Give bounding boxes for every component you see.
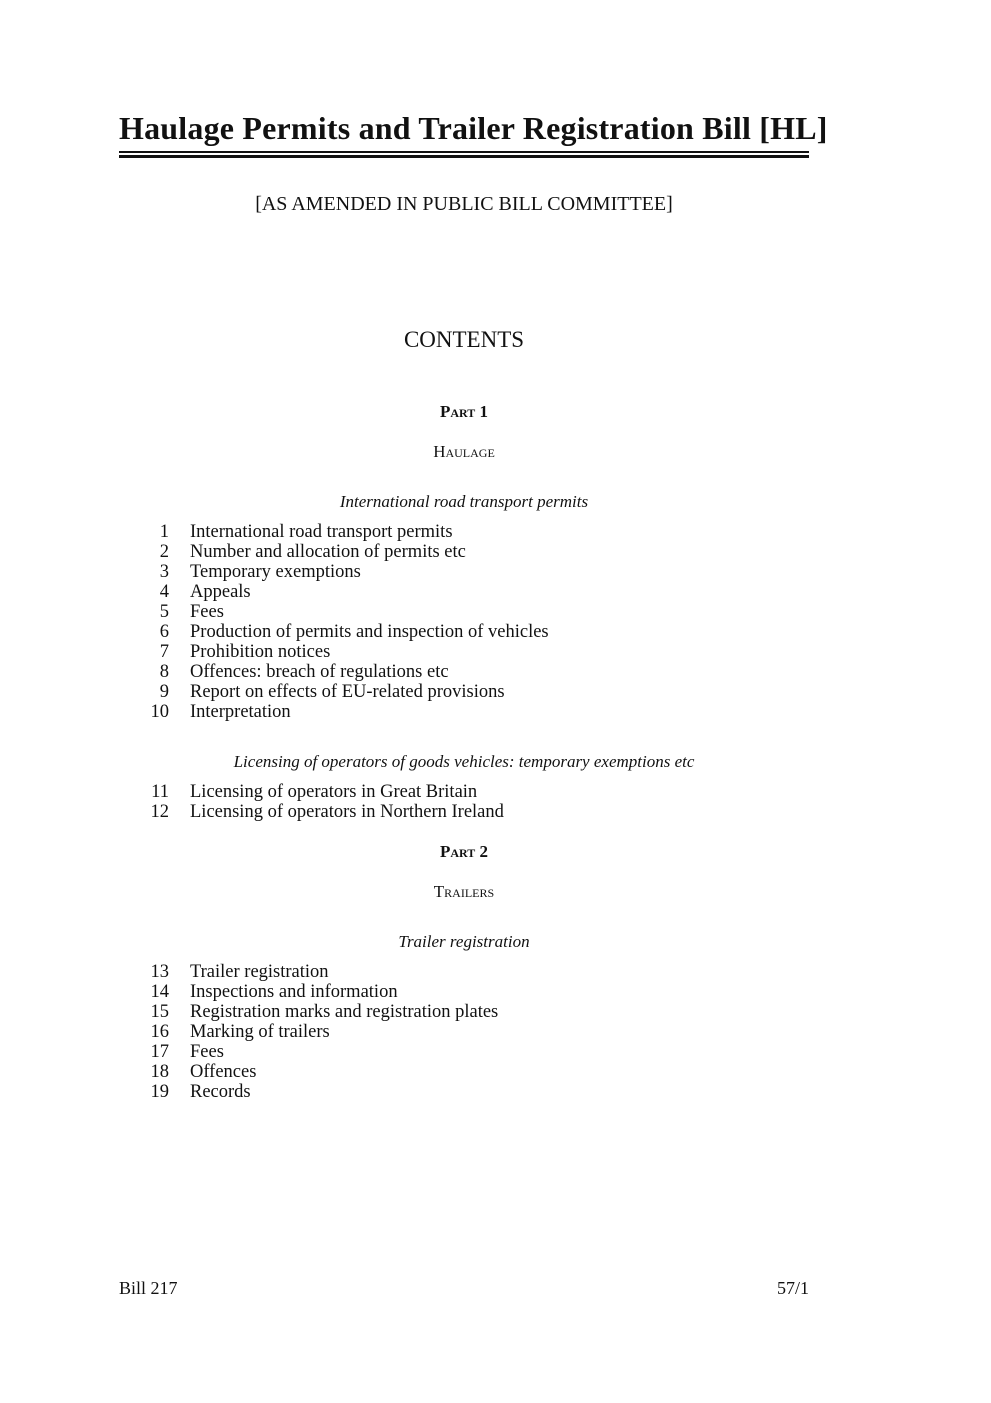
clause-number: 4 bbox=[159, 582, 169, 602]
clause-title[interactable]: Records bbox=[190, 1082, 251, 1102]
contents-list bbox=[119, 782, 504, 822]
clause-number: 6 bbox=[159, 622, 169, 642]
contents-item[interactable] bbox=[119, 702, 549, 722]
clause-number: 15 bbox=[150, 1002, 169, 1022]
clause-number: 3 bbox=[159, 562, 169, 582]
contents-item[interactable] bbox=[119, 962, 498, 982]
clause-number: 18 bbox=[150, 1062, 169, 1082]
page-reference: 57/1 bbox=[776, 1278, 809, 1298]
clause-number: 13 bbox=[150, 962, 169, 982]
part-1-label: Part 1 bbox=[439, 402, 489, 421]
contents-item[interactable] bbox=[119, 562, 549, 582]
clause-title[interactable]: Inspections and information bbox=[190, 982, 398, 1002]
contents-item[interactable] bbox=[119, 1062, 498, 1082]
clause-number: 11 bbox=[151, 782, 169, 802]
clause-title[interactable]: Production of permits and inspection of vehicles bbox=[190, 622, 549, 642]
contents-item[interactable] bbox=[119, 802, 504, 822]
part-2-label: Part 2 bbox=[439, 842, 489, 861]
contents-list bbox=[119, 522, 549, 722]
clause-number: 9 bbox=[159, 682, 169, 702]
group-heading: Licensing of operators of goods vehicles: temporary exemptions etc bbox=[233, 752, 695, 771]
clause-title[interactable]: Registration marks and registration plates bbox=[190, 1002, 499, 1022]
contents-item[interactable] bbox=[119, 1042, 498, 1062]
clause-title[interactable]: Fees bbox=[190, 1042, 224, 1062]
clause-number: 1 bbox=[159, 522, 169, 542]
contents-item[interactable] bbox=[119, 1002, 498, 1022]
clause-title[interactable]: Number and allocation of permits etc bbox=[190, 542, 466, 562]
clause-number: 10 bbox=[150, 702, 169, 722]
contents-item[interactable] bbox=[119, 602, 549, 622]
clause-title[interactable]: Interpretation bbox=[190, 702, 291, 722]
clause-number: 5 bbox=[159, 602, 169, 622]
contents-item[interactable] bbox=[119, 622, 549, 642]
clause-title[interactable]: Report on effects of EU-related provisions bbox=[190, 682, 505, 702]
clause-title[interactable]: Temporary exemptions bbox=[190, 562, 361, 582]
group-heading: International road transport permits bbox=[339, 492, 589, 511]
clause-title[interactable]: Fees bbox=[190, 602, 224, 622]
clause-number: 19 bbox=[150, 1082, 169, 1102]
clause-number: 2 bbox=[159, 542, 169, 562]
contents-item[interactable] bbox=[119, 582, 549, 602]
clause-number: 8 bbox=[159, 662, 169, 682]
contents-item[interactable] bbox=[119, 1082, 498, 1102]
clause-title[interactable]: Licensing of operators in Northern Ireland bbox=[190, 802, 504, 822]
title-rule-thin bbox=[119, 151, 809, 153]
clause-number: 7 bbox=[159, 642, 169, 662]
bill-number: Bill 217 bbox=[119, 1278, 178, 1298]
bill-title: Haulage Permits and Trailer Registration Bill [HL] bbox=[119, 110, 828, 146]
part-1-heading: Haulage bbox=[433, 442, 495, 461]
clause-title[interactable]: Appeals bbox=[190, 582, 251, 602]
clause-number: 17 bbox=[150, 1042, 169, 1062]
contents-heading: CONTENTS bbox=[403, 327, 525, 352]
contents-item[interactable] bbox=[119, 522, 549, 542]
clause-title[interactable]: Offences bbox=[190, 1062, 257, 1082]
contents-item[interactable] bbox=[119, 662, 549, 682]
contents-item[interactable] bbox=[119, 982, 498, 1002]
group-heading: Trailer registration bbox=[398, 932, 530, 951]
clause-title[interactable]: Prohibition notices bbox=[190, 642, 331, 662]
title-rule-thick bbox=[119, 155, 809, 158]
contents-item[interactable] bbox=[119, 642, 549, 662]
clause-number: 14 bbox=[150, 982, 169, 1002]
contents-item[interactable] bbox=[119, 682, 549, 702]
amendment-status: [AS AMENDED IN PUBLIC BILL COMMITTEE] bbox=[255, 193, 673, 215]
contents-item[interactable] bbox=[119, 542, 549, 562]
contents-list bbox=[119, 962, 498, 1102]
clause-number: 12 bbox=[150, 802, 169, 822]
part-2-heading: Trailers bbox=[433, 882, 495, 901]
clause-title[interactable]: International road transport permits bbox=[190, 522, 453, 542]
clause-title[interactable]: Offences: breach of regulations etc bbox=[190, 662, 449, 682]
clause-title[interactable]: Marking of trailers bbox=[190, 1022, 330, 1042]
clause-title[interactable]: Trailer registration bbox=[190, 962, 329, 982]
contents-item[interactable] bbox=[119, 782, 504, 802]
contents-item[interactable] bbox=[119, 1022, 498, 1042]
clause-title[interactable]: Licensing of operators in Great Britain bbox=[190, 782, 478, 802]
clause-number: 16 bbox=[150, 1022, 169, 1042]
